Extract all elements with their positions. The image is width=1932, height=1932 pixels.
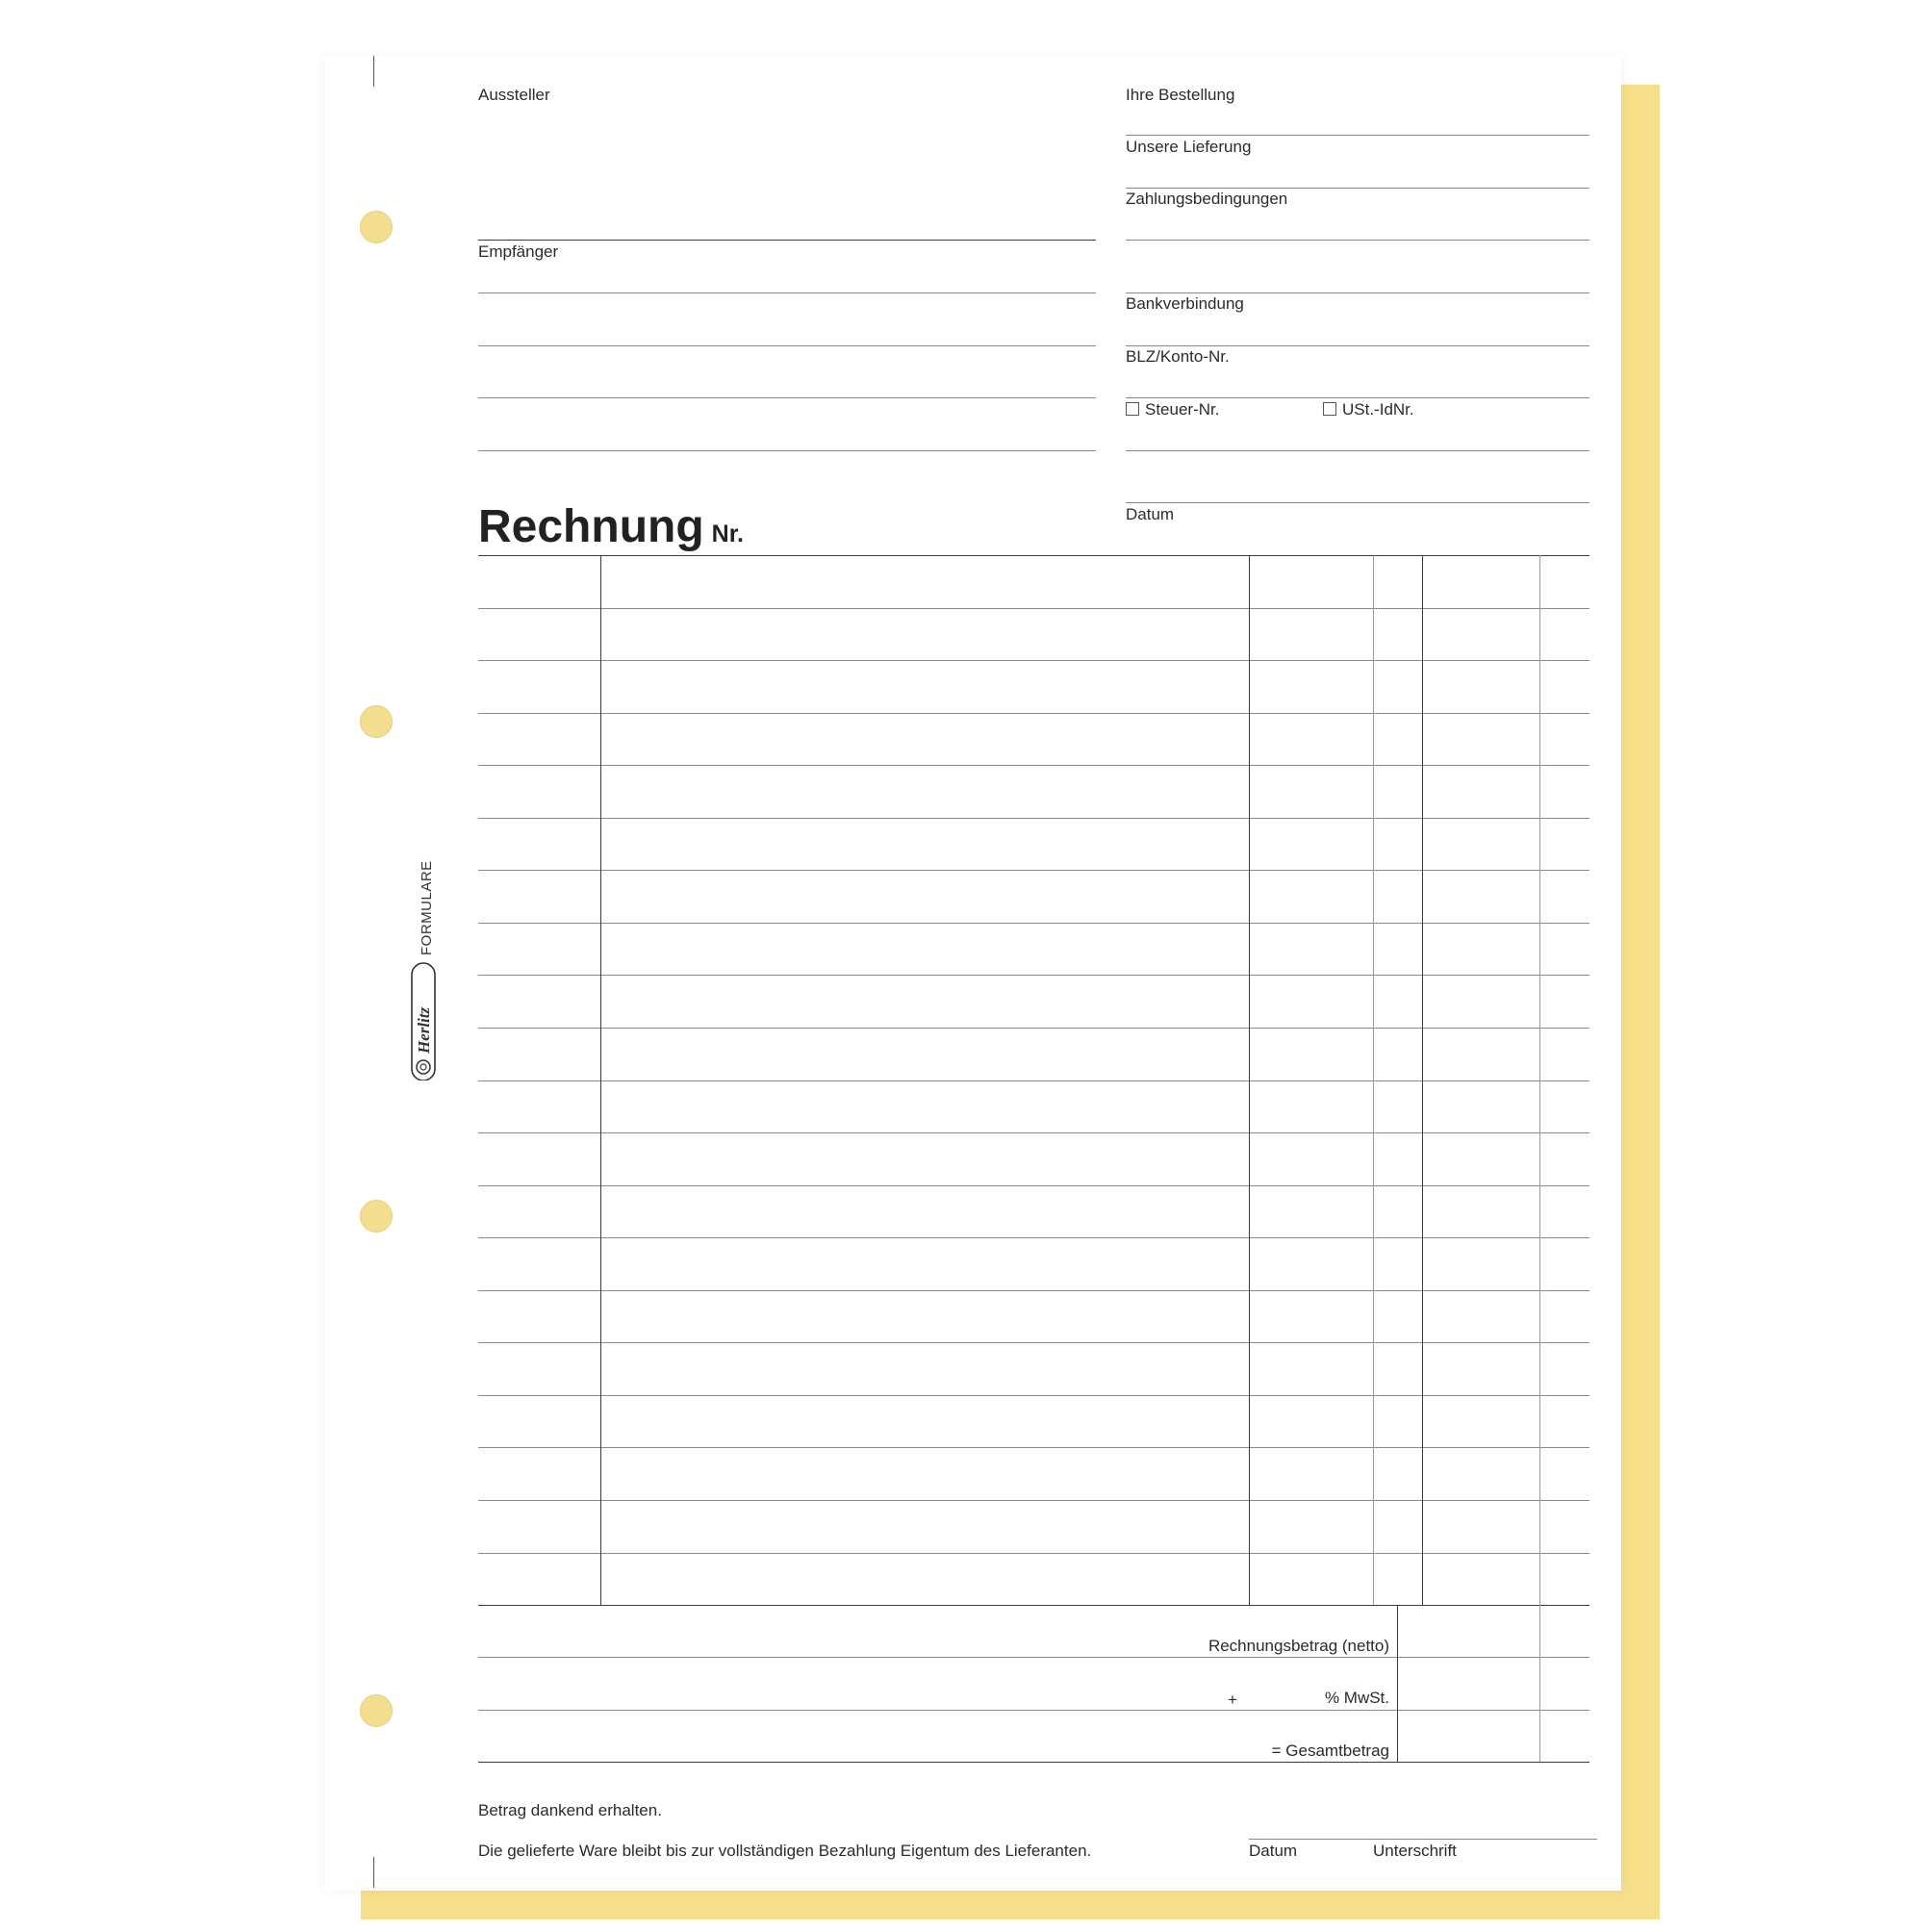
vat-label: % MwSt. (1324, 1689, 1389, 1707)
signature-line (1249, 1839, 1597, 1840)
crop-mark-top (373, 56, 374, 87)
footer-date-label: Datum (1249, 1842, 1298, 1860)
punch-hole (360, 705, 393, 738)
date-label: Datum (1126, 505, 1175, 523)
recipient-line (478, 397, 1096, 398)
delivery-line (1126, 188, 1589, 189)
invoice-form-sheet (324, 56, 1621, 1891)
issuer-bottom-line (478, 240, 1096, 241)
invoice-title (478, 501, 745, 552)
order-label: Ihre Bestellung (1126, 86, 1235, 104)
recipient-label: Empfänger (478, 242, 559, 261)
table-column-divider (600, 555, 601, 1605)
total-amount-label: = Gesamtbetrag (1271, 1741, 1389, 1760)
table-column-divider (1249, 555, 1250, 1605)
totals-column-divider (1397, 1605, 1398, 1762)
table-column-divider (1539, 555, 1540, 1605)
invoice-number-label: Nr. (711, 521, 745, 547)
tax-line-2 (1126, 502, 1589, 503)
punch-hole (360, 1694, 393, 1727)
issuer-label: Aussteller (478, 86, 550, 104)
delivery-label: Unsere Lieferung (1126, 138, 1252, 156)
blz-line (1126, 397, 1589, 398)
punch-hole (360, 211, 393, 243)
vat-id-option[interactable] (1323, 401, 1414, 418)
payment-terms-line (1126, 240, 1589, 241)
ownership-note: Die gelieferte Ware bleibt bis zur vollständigen Bezahlung Eigentum des Lieferanten. (478, 1842, 1092, 1860)
net-amount-label: Rechnungsbetrag (netto) (1208, 1637, 1389, 1655)
table-bottom-border (478, 1605, 1589, 1606)
payment-terms-line-2 (1126, 292, 1589, 293)
signature-label: Unterschrift (1373, 1842, 1457, 1860)
vat-id-checkbox[interactable] (1323, 402, 1336, 416)
order-line (1126, 135, 1589, 136)
totals-line (478, 1657, 1589, 1658)
herlitz-formulare-logo (401, 859, 440, 1080)
recipient-line (478, 450, 1096, 451)
vat-id-label: USt.-IdNr. (1342, 400, 1414, 419)
totals-bottom-border (478, 1762, 1589, 1763)
bank-label: Bankverbindung (1126, 294, 1244, 313)
tax-line (1126, 450, 1589, 451)
logo-text: Herlitz (415, 1006, 433, 1054)
tax-no-checkbox[interactable] (1126, 402, 1139, 416)
received-note: Betrag dankend erhalten. (478, 1801, 662, 1819)
table-column-divider (1373, 555, 1374, 1605)
product-line-text: FORMULARE (419, 860, 435, 955)
plus-sign: + (1228, 1690, 1237, 1709)
tax-no-option[interactable] (1126, 401, 1219, 418)
totals-line (478, 1710, 1589, 1711)
payment-terms-label: Zahlungsbedingungen (1126, 190, 1288, 208)
bank-line (1126, 345, 1589, 346)
totals-column-divider (1539, 1605, 1540, 1762)
table-column-divider (1422, 555, 1423, 1605)
crop-mark-bottom (373, 1857, 374, 1888)
recipient-line (478, 345, 1096, 346)
invoice-title-main: Rechnung (478, 501, 704, 552)
tax-no-label: Steuer-Nr. (1145, 400, 1220, 419)
blz-label: BLZ/Konto-Nr. (1126, 347, 1230, 366)
recipient-line (478, 292, 1096, 293)
punch-hole (360, 1200, 393, 1233)
